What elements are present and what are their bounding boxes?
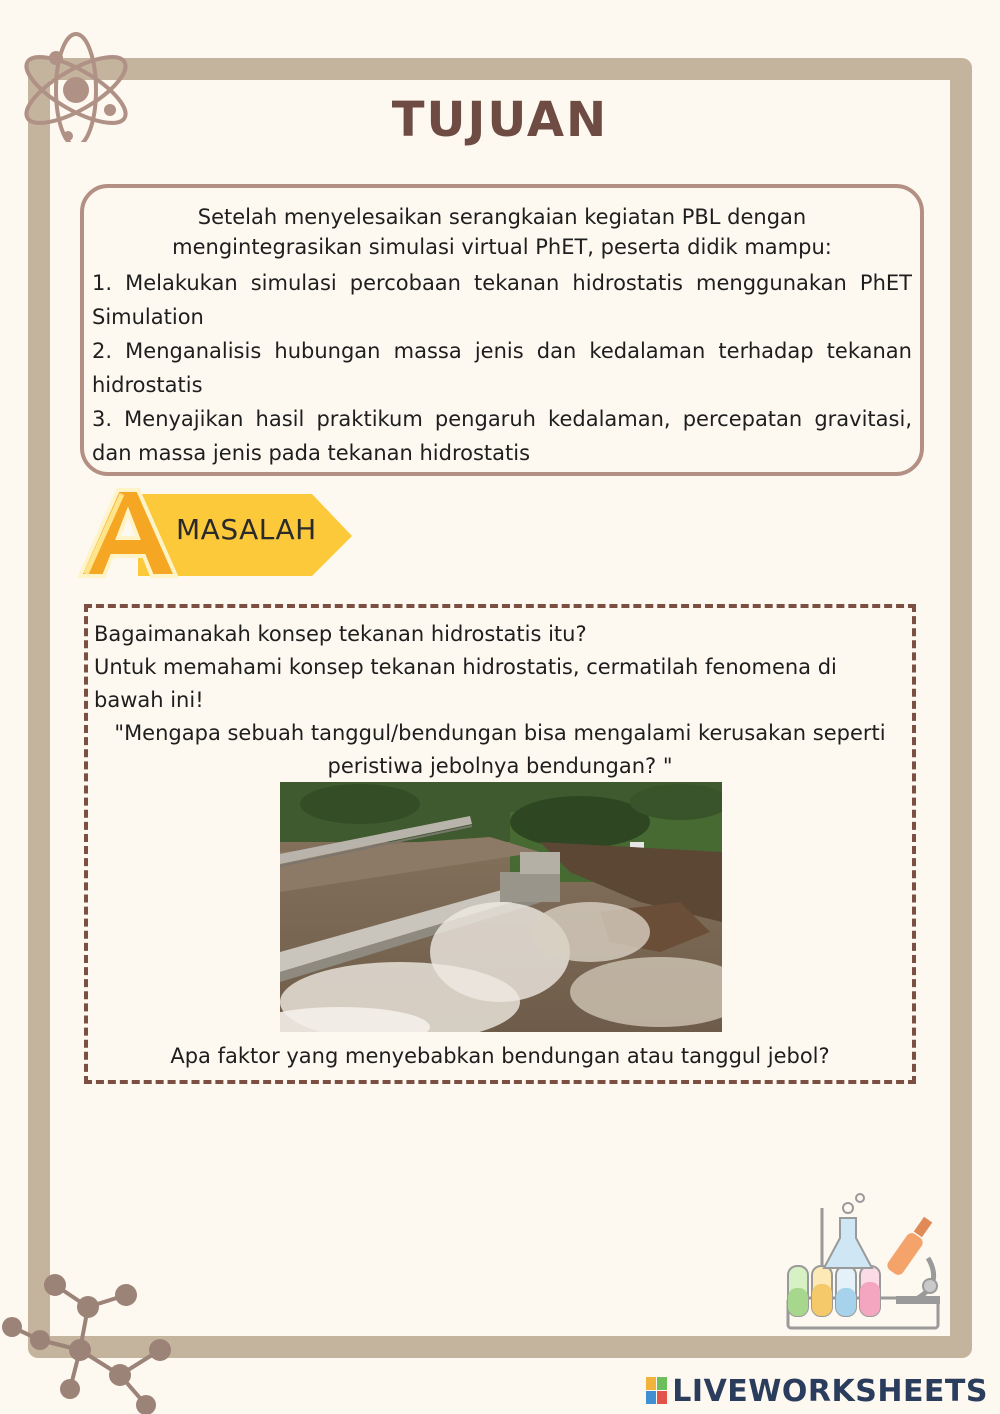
footer-logo-text: LIVEWORKSHEETS bbox=[672, 1373, 988, 1409]
lab-equipment-icon bbox=[778, 1188, 948, 1336]
problem-line: Bagaimanakah konsep tekanan hidrostatis itu? bbox=[94, 622, 587, 646]
goal-item: 2. Menganalisis hubungan massa jenis dan kedalaman terhadap tekanan hidrostatis bbox=[92, 339, 912, 397]
problem-line: "Mengapa sebuah tanggul/bendungan bisa mengalami kerusakan seperti peristiwa jebolnya bendungan? " bbox=[114, 721, 886, 778]
problem-question: Apa faktor yang menyebabkan bendungan atau tanggul jebol? bbox=[170, 1044, 830, 1068]
goal-item: 1. Melakukan simulasi percobaan tekanan hidrostatis menggunakan PhET Simulation bbox=[92, 271, 912, 329]
goals-box bbox=[80, 184, 924, 476]
problem-line: Untuk memahami konsep tekanan hidrostatis, cermatilah fenomena di bawah ini! bbox=[94, 655, 837, 712]
molecule-icon bbox=[0, 1265, 205, 1414]
section-label: MASALAH bbox=[176, 513, 317, 546]
dam-burst-photo bbox=[280, 782, 722, 1032]
live-badge-icon bbox=[646, 1377, 668, 1405]
goal-item: 3. Menyajikan hasil praktikum pengaruh kedalaman, percepatan gravitasi, dan massa jenis pada tekanan hidrostatis bbox=[92, 407, 912, 465]
goals-intro bbox=[92, 202, 912, 262]
page-title: TUJUAN bbox=[391, 92, 609, 148]
microscope-icon bbox=[885, 1217, 940, 1304]
goals-intro-line1: Setelah menyelesaikan serangkaian kegiatan PBL dengan bbox=[197, 205, 807, 229]
goals-intro-line2: mengintegrasikan simulasi virtual PhET, peserta didik mampu: bbox=[172, 235, 832, 259]
liveworksheets-logo[interactable] bbox=[646, 1374, 988, 1408]
section-letter: A bbox=[120, 558, 121, 559]
